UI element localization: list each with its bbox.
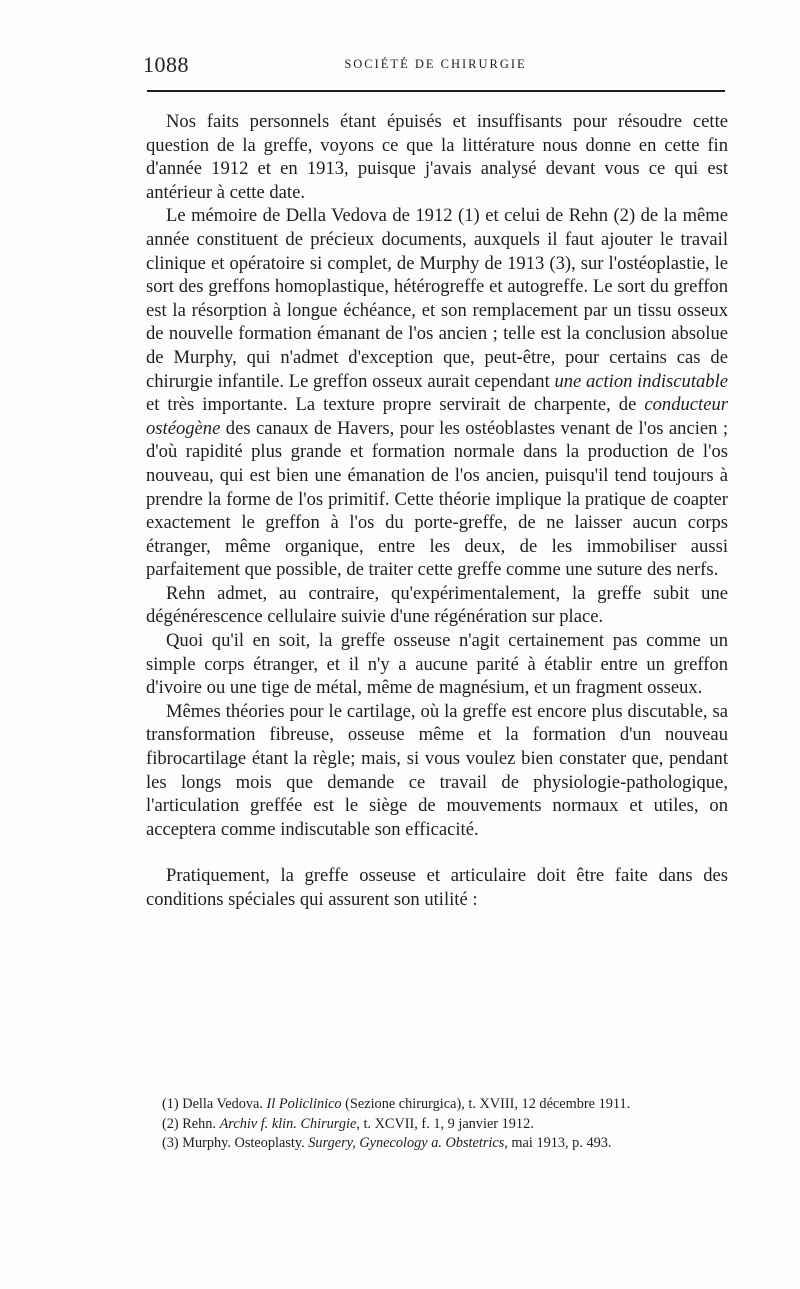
paragraph — [146, 629, 728, 700]
paragraph — [146, 110, 728, 204]
body-text — [146, 110, 728, 912]
footnote — [146, 1095, 728, 1115]
italic-phrase: Surgery, Gynecology a. Obstetrics — [308, 1135, 505, 1151]
text-run: (3) Murphy. Osteoplasty. — [162, 1135, 309, 1151]
header-rule — [147, 90, 725, 92]
text-run: et très importante. La texture propre servirait de charpente, de — [146, 394, 645, 416]
footnote — [146, 1134, 728, 1154]
page-header — [143, 52, 728, 82]
text-run: Pratiquement, la greffe osseuse et articulaire doit être faite dans des conditions spéciales qui assurent son utilité : — [146, 865, 728, 910]
page-number: 1088 — [143, 52, 189, 77]
text-run: (Sezione chirurgica), t. XVIII, 12 décembre 1911. — [341, 1096, 631, 1112]
text-run: des canaux de Havers, pour les ostéoblastes venant de l'os ancien ; d'où rapidité plus grande et formation normale dans la production de l'os nouveau, qui est bien une émanation de l'os ancien, puisqu'il tend toujours à prendre la forme de l'os primitif. Cette théorie implique la pratique de coapter exactement le greffon à l'os du porte-greffe, de ne laisser aucun corps étranger, même organique, entre les deux, de les immobiliser aussi parfaitement que possible, de traiter cette greffe comme une suture des nerfs. — [146, 417, 728, 581]
text-run: Le mémoire de Della Vedova de 1912 (1) et celui de Rehn (2) de la même année constituent de précieux documents, auxquels il faut ajouter le travail clinique et opératoire si complet, de Murphy de 1913 (3), sur l'ostéoplastie, le sort des greffons homoplastique, hétérogreffe et autogreffe. Le sort du greffon est la résorption à longue échéance, et son remplacement par un tissu osseux de nouvelle formation émanant de l'os ancien ; telle est la conclusion absolue de Murphy, qui n'admet d'exception que, peut-être, pour certains cas de chirurgie infantile. Le greffon osseux aurait cependant — [146, 205, 728, 392]
paragraph — [146, 204, 728, 582]
text-run: Nos faits personnels étant épuisés et insuffisants pour résoudre cette question de la greffe, voyons ce que la littérature nous donne en cette fin d'année 1912 et en 1913, puisque j'avais analysé devant vous ce qui est antérieur à cette date. — [146, 111, 728, 203]
text-run: (1) Della Vedova. — [162, 1096, 267, 1112]
italic-phrase: Il Policlinico — [266, 1096, 342, 1112]
paragraph — [146, 700, 728, 842]
footnote — [146, 1115, 728, 1135]
paragraph — [146, 864, 728, 911]
italic-phrase: Archiv f. klin. Chirurgie — [219, 1115, 357, 1132]
text-run: Quoi qu'il en soit, la greffe osseuse n'agit certainement pas comme un simple corps étranger, et il n'y a aucune parité à établir entre un greffon d'ivoire ou une tige de métal, même de magnésium, et un fragment osseux. — [146, 630, 728, 699]
text-run: (2) Rehn. — [162, 1115, 220, 1132]
text-run: , mai 1913, p. 493. — [504, 1135, 612, 1151]
paragraph — [146, 582, 728, 629]
running-head: SOCIÉTÉ DE CHIRURGIE — [344, 57, 527, 71]
text-run: Rehn admet, au contraire, qu'expérimentalement, la greffe subit une dégénérescence cellulaire suivie d'une régénération sur place. — [146, 582, 728, 628]
text-run: , t. XCVII, f. 1, 9 janvier 1912. — [356, 1115, 534, 1132]
footnotes — [146, 1095, 728, 1154]
italic-phrase: une action indiscutable — [554, 370, 729, 392]
text-run: Mêmes théories pour le cartilage, où la greffe est encore plus discutable, sa transformation fibreuse, osseuse même et la formation d'un nouveau fibrocartilage étant la règle; mais, si vous voulez bien constater que, pendant les longs mois que demande ce travail de physiologie-pathologique, l'articulation greffée est le siège de mouvements normaux et utiles, on acceptera comme indiscutable son efficacité. — [146, 700, 728, 840]
italic-phrase: conducteur ostéogène — [146, 394, 728, 439]
